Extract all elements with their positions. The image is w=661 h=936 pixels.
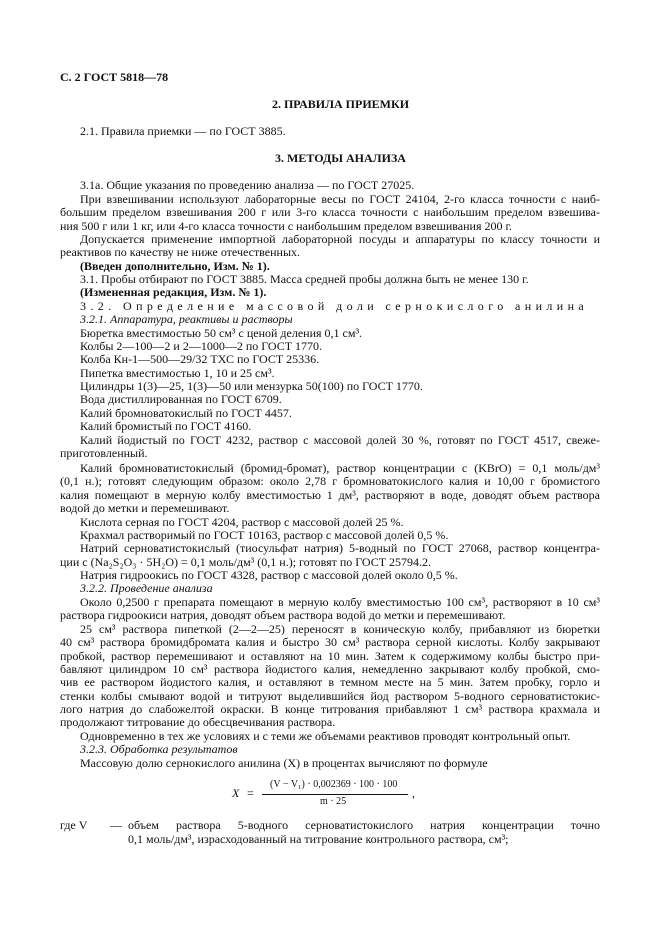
text-line: чив ее раствором йодистого калия, и оставляют в темном месте на 5 мин. Затем пробку, горло и [60, 675, 600, 689]
text-line: раствора гидроокиси натрия, доводят объем раствора водой до метки и перемешивают. [60, 608, 506, 622]
page-header: С. 2 ГОСТ 5818—78 [60, 70, 169, 84]
text-line: бавляют цилиндром 10 см³ раствора йодистого калия, немедленно закрывают колбу пробкой, смо- [60, 662, 600, 676]
text-line: реактивов по качеству не ниже отечественных. [60, 245, 301, 259]
text-line: стенки колбы смывают водой и титруют выделившийся йод раствором 5-водного серноватистокис- [60, 689, 600, 703]
text-line: продолжают титрование до обесцвечивания раствора. [60, 715, 336, 729]
section-3-title: 3. МЕТОДЫ АНАЛИЗА [275, 151, 406, 165]
text-line: Колба Кн-1—500—29/32 ТХС по ГОСТ 25336. [80, 352, 320, 366]
formula-numerator: (V − V₁) · 0,002369 · 100 · 100 [270, 779, 398, 790]
text-line: Крахмал растворимый по ГОСТ 10163, раствор с массовой долей 0,5 %. [80, 528, 449, 542]
text-line: Калий йодистый по ГОСТ 4232, раствор с массовой долей 30 %, готовят по ГОСТ 4517, свеже- [80, 433, 600, 447]
where-dash: — [110, 818, 122, 832]
formula-denominator: m · 25 [320, 796, 347, 807]
text-line: Натрий серноватистокислый (тиосульфат натрия) 5-водный по ГОСТ 27068, раствор концентра- [80, 541, 600, 555]
text-line: Колбы 2—100—2 и 2—1000—2 по ГОСТ 1770. [80, 339, 323, 353]
formula-equals: = [247, 786, 254, 800]
text-line: 3.1а. Общие указания по проведению анализа — по ГОСТ 27025. [80, 178, 415, 192]
text-line: водой до метки и перемешивают. [60, 501, 230, 515]
text-line: калия помещают в мерную колбу вместимостью 1 дм³, растворяют в воде, доводят объем раствора [60, 488, 600, 502]
text-line: Калий бромноватистокислый (бромид-бромат), раствор концентрации c (KBrO) = 0,1 моль/дм³ [80, 461, 600, 475]
text-line: большим пределом взвешивания 200 г или 3-го класса точности с наибольшим пределом взвешива- [60, 205, 600, 219]
amendment-note: (Измененная редакция, Изм. № 1). [80, 285, 267, 299]
text-line: Допускается применение импортной лабораторной посуды и аппаратуры по классу точности и [80, 232, 600, 246]
text-line: Массовую долю сернокислого анилина (X) в процентах вычисляют по формуле [80, 756, 488, 770]
text-line: Калий бромноватокислый по ГОСТ 4457. [80, 406, 292, 420]
section-2-title: 2. ПРАВИЛА ПРИЕМКИ [271, 97, 410, 111]
subsection-heading: 3.2.2. Проведение анализа [80, 581, 213, 595]
text-line: Одновременно в тех же условиях и с теми же объемами реактивов проводят контрольный опыт. [80, 729, 571, 743]
text-line: Около 0,2500 г препарата помещают в мерную колбу вместимостью 100 см³, растворяют в 10 см³ [80, 595, 600, 609]
text-line: Пипетка вместимостью 1, 10 и 25 см³. [80, 366, 275, 380]
where-lead: где V [60, 818, 88, 832]
text-line: Вода дистиллированная по ГОСТ 6709. [80, 392, 282, 406]
where-text: объем раствора 5-водного серноватистокислого натрия концентрации точно [128, 818, 600, 832]
text-line: Кислота серная по ГОСТ 4204, раствор с массовой долей 25 %. [80, 515, 404, 529]
text-line: 25 см³ раствора пипеткой (2—2—25) переносят в коническую колбу, прибавляют из бюретки [80, 622, 600, 636]
paragraph-2-1: 2.1. Правила приемки — по ГОСТ 3885. [80, 124, 286, 138]
subsection-heading: 3.2. Определение массовой доли сернокислого анилина [80, 299, 589, 313]
where-text: 0,1 моль/дм³, израсходованный на титрование контрольного раствора, см³; [128, 832, 509, 846]
text-line: Цилиндры 1(3)—25, 1(3)—50 или мензурка 50(100) по ГОСТ 1770. [80, 379, 423, 393]
amendment-note: (Введен дополнительно, Изм. № 1). [80, 259, 270, 273]
subsection-heading: 3.2.3. Обработка результатов [80, 742, 238, 756]
formula-trailing-comma: , [412, 786, 415, 800]
text-line: (0,1 н.); готовят следующим образом: около 2,78 г бромноватокислого калия и 10,00 г бромистого [60, 474, 600, 488]
text-line: приготовленный. [60, 446, 148, 460]
text-line: Натрия гидроокись по ГОСТ 4328, раствор с массовой долей около 0,5 %. [80, 568, 458, 582]
text-line: пробкой, раствор перемешивают и оставляют на 10 мин. Затем к содержимому колбы быстро при- [60, 649, 600, 663]
text-line: 3.1. Пробы отбирают по ГОСТ 3885. Масса средней пробы должна быть не менее 130 г. [80, 272, 529, 286]
text-line: При взвешивании используют лабораторные весы по ГОСТ 24104, 2-го класса точности с наиб- [80, 192, 600, 206]
text-line: Бюретка вместимостью 50 см³ с ценой деления 0,1 см³. [80, 326, 363, 340]
subsection-heading: 3.2.1. Аппаратура, реактивы и растворы [80, 312, 293, 326]
text-line: ния 500 г или 1 кг, или 4-го класса точности с наибольшим пределом взвешивания 200 г. [60, 219, 513, 233]
text-line: 40 см³ раствора бромидбромата калия и быстро 30 см³ раствора серной кислоты. Колбу закрывают [60, 635, 600, 649]
text-line: лого натрия до слабожелтой окраски. В конце титрования прибавляют 1 см³ раствора крахмала и [60, 702, 600, 716]
formula-lhs: X [232, 786, 240, 800]
text-line: ции c (Na₂S₂O₃ · 5H₂O) = 0,1 моль/дм³ (0,1 н.); готовят по ГОСТ 25794.2. [60, 555, 432, 569]
fraction-bar [262, 794, 408, 795]
text-line: Калий бромистый по ГОСТ 4160. [80, 419, 252, 433]
